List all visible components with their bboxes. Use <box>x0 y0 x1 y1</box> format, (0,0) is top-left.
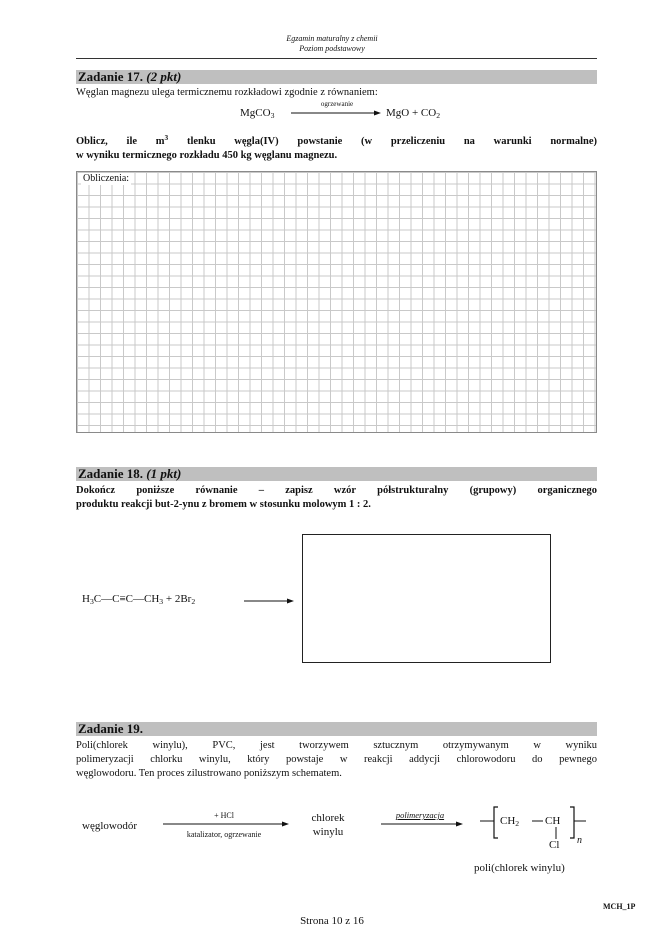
scheme-start-compound: węglowodór <box>82 820 137 832</box>
calculation-grid[interactable] <box>76 171 597 433</box>
task18-question-line2: produktu reakcji but-2-ynu z bromem w stosunku molowym 1 : 2. <box>76 499 371 510</box>
scheme-arrow2-label: polimeryzacja <box>395 810 445 820</box>
task17-products: MgO + $CO_2$ <box>386 107 441 120</box>
task18-question-line1: Dokończ poniższe równanie – zapisz wzór półstrukturalny (grupowy) organicznego <box>76 485 597 496</box>
task18-title: Zadanie 18. (1 pkt) <box>78 466 182 481</box>
task18-equation: $H_3C—C\equiv C—CH_3 + 2Br_2$ <box>82 593 196 606</box>
exam-code: MCH_1P <box>603 902 636 911</box>
task19-title: Zadanie 19. <box>78 721 144 736</box>
task17-question-line2: w wyniku termicznego rozkładu 450 kg węglanu magnezu. <box>76 150 338 161</box>
scheme-arrow1-bottom: katalizator, ogrzewanie <box>186 830 262 839</box>
exam-title: Egzamin maturalny z chemii <box>286 34 378 43</box>
polymer-n: n <box>577 835 582 846</box>
polymer-cl: Cl <box>549 839 560 851</box>
polymer-name: poli(chlorek winylu) <box>474 862 565 874</box>
task17-intro: Węglan magnezu ulega termicznemu rozkładowi zgodnie z równaniem: <box>76 87 378 98</box>
scheme-vinyl-chloride-2: winylu <box>312 826 344 838</box>
task17-arrow-label: ogrzewanie <box>320 100 354 108</box>
task19-line2: polimeryzacji chlorku winylu, który powstaje w reakcji addycji chlorowodoru do pewnego <box>76 754 597 765</box>
calculation-grid-label: Obliczenia: <box>83 173 130 184</box>
scheme-arrow1-top: + HCl <box>214 811 234 820</box>
task17-question-line1: Oblicz, ile $m^3$ tlenku węgla(IV) powstanie (w przeliczeniu na warunki normalne) <box>76 133 597 147</box>
task17-reactant: MgCO$_3$ <box>240 107 275 120</box>
scheme-arrow2 <box>380 820 464 828</box>
task17-title: Zadanie 17. (2 pkt) <box>78 69 182 84</box>
task17-reaction-arrow <box>290 109 382 117</box>
task19-line3: węglowodoru. Ten proces zilustrowano poniższym schematem. <box>76 768 342 779</box>
polymer-structure-bonds <box>480 804 590 854</box>
exam-level: Poziom podstawowy <box>299 44 365 53</box>
task19-header-bar <box>76 722 597 736</box>
scheme-arrow1 <box>162 820 290 828</box>
scheme-vinyl-chloride-1: chlorek <box>311 812 345 824</box>
task18-reaction-arrow <box>243 597 295 605</box>
task18-answer-box[interactable] <box>302 534 551 663</box>
task19-line1: Poli(chlorek winylu), PVC, jest tworzywem sztucznym otrzymywanym w wyniku <box>76 740 597 751</box>
header-divider <box>76 58 597 59</box>
page-number: Strona 10 z 16 <box>300 915 364 927</box>
polymer-ch2: $CH_2$ <box>500 815 520 828</box>
polymer-ch: CH <box>545 815 561 827</box>
